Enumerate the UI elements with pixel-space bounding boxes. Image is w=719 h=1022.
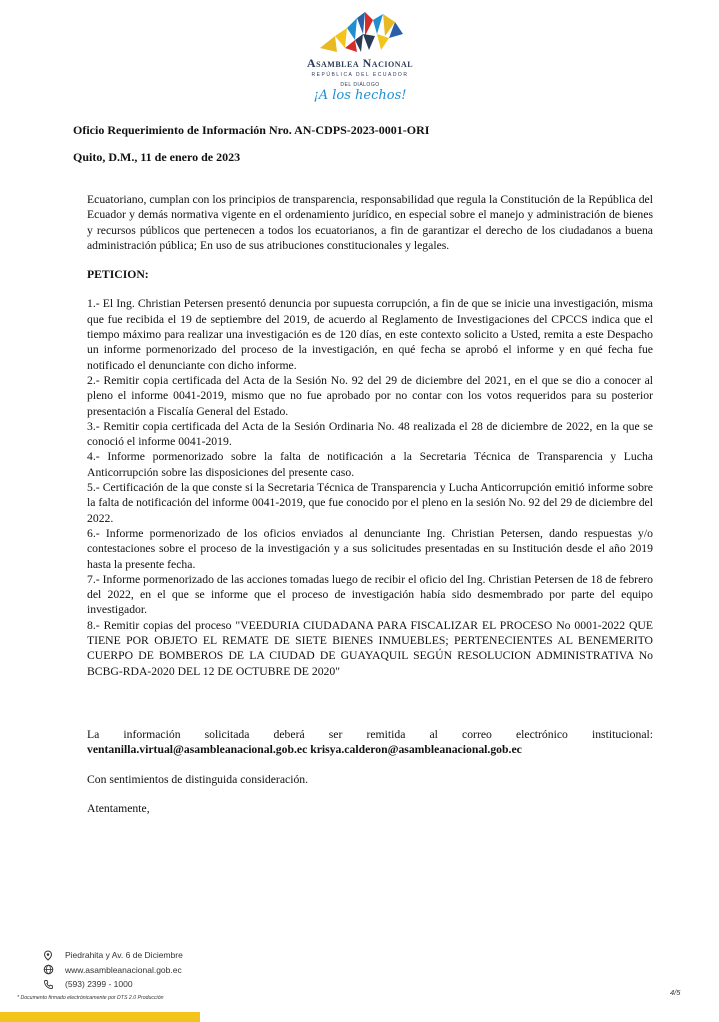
document-date: Quito, D.M., 11 de enero de 2023 <box>73 150 241 164</box>
footer-address: Piedrahita y Av. 6 de Diciembre <box>65 950 183 961</box>
logo-mark-icon <box>315 8 405 54</box>
footer-contact <box>42 948 183 992</box>
asamblea-logo <box>290 8 430 103</box>
closing-line: Con sentimientos de distinguida consideración. <box>87 772 309 786</box>
petition-item-8: 8.- Remitir copias del proceso "VEEDURIA CIUDADANA PARA FISCALIZAR EL PROCESO No 0001-2022 QUE TIENE POR OBJETO EL REMATE DE SIETE BIENES INMUEBLES; PERTENECIENTES AL BENEMERITO CUERPO DE BOMBEROS DE LA CIUDAD DE GUAYAQUIL SEGÚN RESOLUCION ADMINISTRATIVA No BCBG-RDA-2020 DEL 12 DE OCTUBRE DE 2020" <box>87 618 653 678</box>
info-request-emails: ventanilla.virtual@asambleanacional.gob.ec krisya.calderon@asambleanacional.gob.ec <box>87 743 522 757</box>
petition-item-6: 6.- Informe pormenorizado de los oficios enviados al denunciante Ing. Christian Petersen, dando respuestas y/o contestaciones sobre el proceso de la investigación y a sus solicitudes presentadas en su Institución desde el año 2019 hasta la presente fecha. <box>87 526 653 571</box>
signoff-line: Atentamente, <box>87 801 150 815</box>
petition-item-1: 1.- El Ing. Christian Petersen presentó denuncia por supuesta corrupción, a fin de que se inicie una investigación, misma que fue recibida el 19 de septiembre del 2019, de acuerdo al Reglamento de Investigaciones del CPCCS indica que el tiempo máximo para realizar una investigación es de 120 días, en este contexto solicito a Usted, remita a este Despacho un informe pormenorizado del proceso de la investigación, en qué fecha se aprobó el informe y en qué fecha fue notificado el denunciante con dicho informe. <box>87 297 653 372</box>
phone-icon <box>42 978 54 990</box>
info-request-text: La información solicitada deberá ser remitida al correo electrónico institucional: <box>87 727 653 741</box>
intro-paragraph: Ecuatoriano, cumplan con los principios de transparencia, responsabilidad que regula la Constitución de la República del Ecuador y demás normativa vigente en el ordenamiento jurídico, en especial sobre el manejo y administración de bienes y recursos públicos que pertenecen a todos los ecuatorianos, a fin de garantizar el derecho de los ciudadanos a buena administración pública; En uso de sus atribuciones constitucionales y legales. <box>87 193 653 252</box>
logo-slogan: ¡A los hechos! <box>313 88 407 103</box>
footer-phone: (593) 2399 - 1000 <box>65 979 133 990</box>
petition-item-5: 5.- Certificación de la que conste si la Secretaria Técnica de Transparencia y Lucha Anticorrupción emitió informe sobre la falta de notificación del informe 0041-2019, que fue conocido por el pleno en la sesión No. 92 del 29 de diciembre del 2022. <box>87 481 653 525</box>
petition-item-3: 3.- Remitir copia certificada del Acta de la Sesión Ordinaria No. 48 realizada el 28 de diciembre de 2022, en la que se conoció el informe 0041-2019. <box>87 419 653 449</box>
footer-website[interactable]: www.asambleanacional.gob.ec <box>65 964 182 975</box>
petition-item-2: 2.- Remitir copia certificada del Acta de la Sesión No. 92 del 29 de diciembre del 2021, en el que se dio a conocer al pleno el informe 0041-2019, mismo que no fue aprobado por no contar con los votos requeridos para su posterior presentación a Fiscalía General del Estado. <box>87 373 653 418</box>
signature-note: * Documento firmado electrónicamente por DTS 2.0 Producción <box>17 995 164 1001</box>
petition-item-7: 7.- Informe pormenorizado de las acciones tomadas luego de recibir el oficio del Ing. Christian Petersen de 18 de febrero del 2022, en el que se informe que el proceso de investigación había sido desmembrado por parte del equipo investigador. <box>87 572 653 617</box>
document-body <box>87 192 653 816</box>
footer-accent-bar <box>0 1012 200 1022</box>
petition-heading: PETICION: <box>87 268 149 282</box>
page-number: 4/5 <box>670 988 681 997</box>
logo-small-text: DEL DIÁLOGO <box>340 82 380 88</box>
globe-icon <box>42 964 54 976</box>
logo-title: Asamblea Nacional <box>306 56 414 70</box>
petition-item-4: 4.- Informe pormenorizado sobre la falta de notificación a la Secretaria Técnica de Transparencia y Lucha Anticorrupción sobre las disposiciones del presente caso. <box>87 450 653 479</box>
location-pin-icon <box>42 949 54 961</box>
office-reference: Oficio Requerimiento de Información Nro. AN-CDPS-2023-0001-ORI <box>73 123 430 137</box>
logo-subtitle: REPÚBLICA DEL ECUADOR <box>311 72 409 78</box>
